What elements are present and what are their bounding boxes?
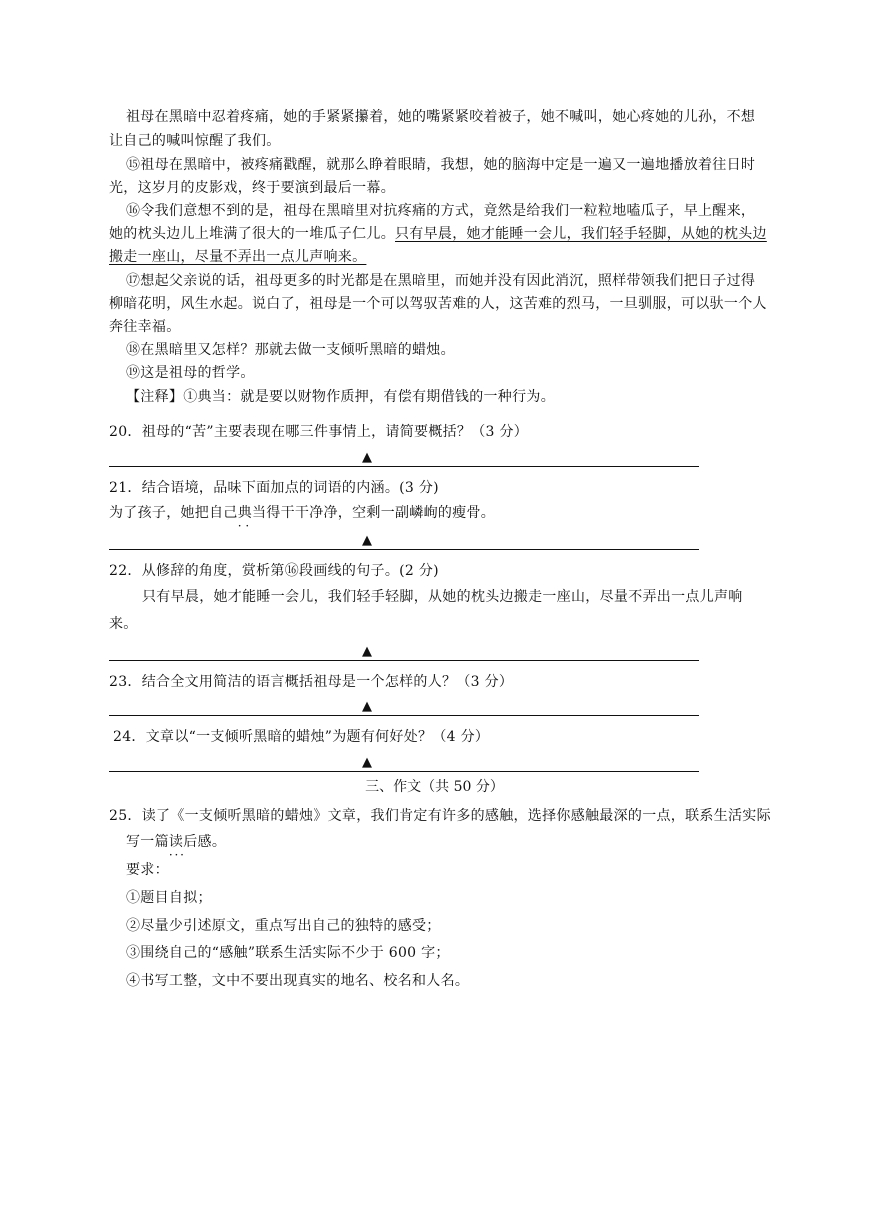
question-25-line [126,832,806,852]
answer-marker: ▲ [362,450,372,465]
answer-line[interactable] [109,549,699,550]
paragraph-17-line: 奔往幸福。 [109,319,181,335]
sentence-part: 为了孩子，她把自己 [109,505,238,521]
question-22-quote: 只有早晨，她才能睡一会儿，我们轻手轻脚，从她的枕头边搬走一座山，尽量不弄出一点儿声响 [142,589,743,605]
requirement-item: ④书写工整，文中不要出现真实的地名、校名和人名。 [126,973,470,989]
answer-line[interactable] [109,715,699,716]
requirement-item: ②尽量少引述原文，重点写出自己的独特的感受； [126,918,441,934]
question-21: 21．结合语境，品味下面加点的词语的内涵。(3 分) [109,480,439,496]
answer-marker: ▲ [362,699,372,714]
annotation-note: 【注释】①典当：就是要以财物作质押，有偿有期借钱的一种行为。 [126,389,555,405]
requirement-item: ③围绕自己的“感触”联系生活实际不少于 600 字； [126,945,450,961]
paragraph-line: 祖母在黑暗中忍着疼痛，她的手紧紧攥着，她的嘴紧紧咬着被子，她不喊叫，她心疼她的儿孙，不想 [126,109,756,125]
answer-marker: ▲ [362,755,372,770]
question-21-sentence [109,503,789,523]
underlined-sentence: 搬走一座山，尽量不弄出一点儿声响来。 [109,249,367,265]
question-23: 23．结合全文用简洁的语言概括祖母是一个怎样的人？（3 分） [109,674,514,690]
answer-line[interactable] [109,660,699,661]
requirement-item: ①题目自拟； [126,890,212,906]
paragraph-16-line: ⑯令我们意想不到的是，祖母在黑暗里对抗疼痛的方式，竟然是给我们一粒粒地嗑瓜子，早上醒来， [126,203,756,219]
answer-line[interactable] [109,466,699,467]
section-heading: 三、作文（共 50 分） [365,779,504,795]
paragraph-16-plain: 她的枕头边儿上堆满了很大的一堆瓜子仁儿。 [109,226,395,242]
paragraph-18: ⑱在黑暗里又怎样？那就去做一支倾听黑暗的蜡烛。 [126,342,455,358]
paragraph-15-line: ⑮祖母在黑暗中，被疼痛戳醒，就那么睁着眼睛，我想，她的脑海中定是一遍又一遍地播放着往日时 [126,157,756,173]
requirements-title: 要求： [126,862,169,878]
paragraph-15-line: 光，这岁月的皮影戏，终于要演到最后一幕。 [109,180,395,196]
question-24: 24．文章以“一支倾听黑暗的蜡烛”为题有何好处？（4 分） [113,729,490,745]
answer-marker: ▲ [362,644,372,659]
paragraph-17-line: 柳暗花明，风生水起。说白了，祖母是一个可以驾驭苦难的人，这苦难的烈马，一旦驯服，可以驮一个人 [109,296,767,312]
sentence-part: 。 [211,834,227,850]
paragraph-19: ⑲这是祖母的哲学。 [126,365,255,381]
paragraph-line: 让自己的喊叫惊醒了我们。 [109,133,281,149]
paragraph-16-line [109,247,789,267]
paragraph-16-line [109,224,789,244]
sentence-part: 得干干净净，空剩一副嶙峋的瘦骨。 [266,505,496,521]
answer-line[interactable] [109,771,699,772]
question-22: 22．从修辞的角度，赏析第⑯段画线的句子。(2 分) [109,563,439,579]
answer-marker: ▲ [362,533,372,548]
question-22-quote: 来。 [109,616,138,632]
dotted-word: 读后感 · · · [169,834,212,850]
underlined-sentence: 只有早晨，她才能睡一会儿，我们轻手轻脚，从她的枕头边 [395,226,767,242]
paragraph-17-line: ⑰想起父亲说的话，祖母更多的时光都是在黑暗里，而她并没有因此消沉，照样带领我们把日子过得 [126,273,756,289]
question-25: 25．读了《一支倾听黑暗的蜡烛》文章，我们肯定有许多的感触，选择你感触最深的一点，联系生活实际 [109,808,771,824]
dotted-word: 典当 · · [238,505,267,521]
sentence-part: 写一篇 [126,834,169,850]
question-20: 20．祖母的“苦”主要表现在哪三件事情上，请简要概括？（3 分） [109,424,529,440]
